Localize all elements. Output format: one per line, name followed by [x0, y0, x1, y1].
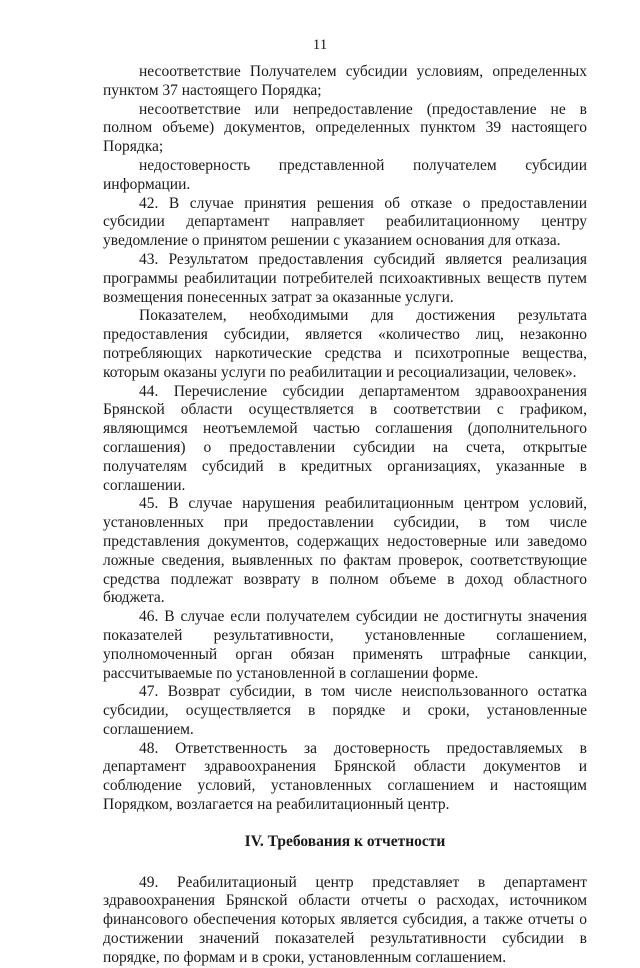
paragraph-49: 49. Реабилитационый центр представляет в департамент здравоохранения Брянской области отчеты о расходах, источником финансового обеспечения которых является субсидия, а также отчеты о достижении значений показателей результативности субсидии в порядке, по формам и в сроки, установленным соглашением.: [103, 873, 587, 966]
paragraph-45: 45. В случае нарушения реабилитационным центром условий, установленных при предоставлении субсидии, в том числе представления документов, содержащих недостоверные или заведомо ложные сведения, выявленных по фактам проверок, соответствующие средства подлежат возврату в полном объеме в доход областного бюджета.: [103, 495, 587, 607]
paragraph-48: 48. Ответственность за достоверность предоставляемых в департамент здравоохранения Брянской области документов и соблюдение условий, установленных соглашением и настоящим Порядком, возлагается на реабилитационный центр.: [103, 739, 587, 814]
paragraph-42: 42. В случае принятия решения об отказе о предоставлении субсидии департамент направляет реабилитационному центру уведомление о принятом решении с указанием основания для отказа.: [103, 194, 587, 250]
paragraph-44: 44. Перечисление субсидии департаментом здравоохранения Брянской области осуществляется в соответствии с графиком, являющимся неотъемлемой частью соглашения (дополнительного соглашения) о предоставлении субсидии на счета, открытые получателям субсидий в кредитных организациях, указанные в соглашении.: [103, 382, 587, 494]
document-body: [103, 63, 587, 968]
paragraph-43: 43. Результатом предоставления субсидий является реализация программы реабилитации потребителей психоактивных веществ путем возмещения понесенных затрат за оказанные услуги.: [103, 250, 587, 306]
page-number: 11: [312, 37, 328, 53]
paragraph-indicator: Показателем, необходимыми для достижения результата предоставления субсидии, является «количество лиц, незаконно потребляющих наркотические средства и психотропные вещества, которым оказаны услуги по реабилитации и ресоциализации, человек».: [103, 307, 587, 381]
paragraph-47: 47. Возврат субсидии, в том числе неиспользованного остатка субсидии, осуществляется в порядке и сроки, установленные соглашением.: [103, 683, 587, 738]
spacer: [103, 815, 587, 833]
paragraph-noncompliance-conditions: несоответствие Получателем субсидии условиям, определенных пунктом 37 настоящего Порядка;: [103, 63, 587, 99]
paragraph-noncompliance-documents: несоответствие или непредоставление (предоставление не в полном объеме) документов, определенных пунктом 39 настоящего Порядка;: [103, 100, 587, 156]
paragraph-46: 46. В случае если получателем субсидии не достигнуты значения показателей результативности, установленные соглашением, уполномоченный орган обязан применять штрафные санкции, рассчитываемые по установленной в соглашении форме.: [103, 608, 587, 682]
spacer: [103, 852, 587, 874]
paragraph-unreliable-information: недостоверность представленной получателем субсидии информации.: [103, 156, 587, 193]
section-heading: IV. Требования к отчетности: [244, 832, 446, 850]
